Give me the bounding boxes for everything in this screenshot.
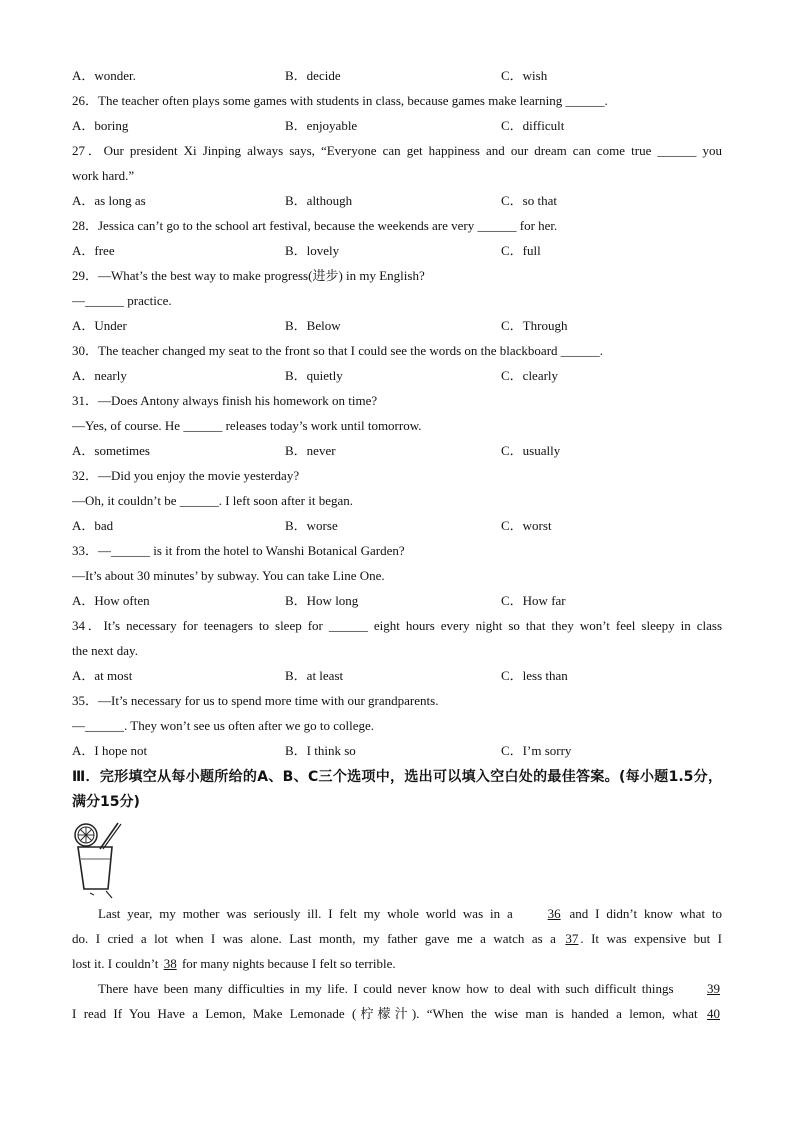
passage-line-2: do. I cried a lot when I was alone. Last month, my father gave me a watch as a 37. It was expensive but I [72,926,722,951]
question-29-answer: —______ practice. [72,293,172,308]
options-row-28 [72,238,722,263]
blank-37: 37 [565,931,579,946]
option-c: C．Through [501,318,568,333]
question-35: 35．—It’s necessary for us to spend more time with our grandparents. [72,693,439,708]
blank-40: 40 [707,1006,720,1021]
option-a: A．I hope not [72,743,148,758]
option-b: B．worse [285,518,338,533]
option-c: C．usually [501,443,561,458]
option-a: A．nearly [72,368,127,383]
option-b: B．I think so [285,743,356,758]
options-row-35 [72,738,722,763]
section-3-title: Ⅲ．完形填空从每小题所给的A、B、C三个选项中，选出可以填入空白处的最佳答案。(每小题1.5分，满分15分) [72,769,722,810]
option-a: A．How often [72,593,150,608]
options-row-30 [72,363,722,388]
option-a: A．bad [72,518,114,533]
option-c: C．so that [501,193,557,208]
question-34: 34．It’s necessary for teenagers to sleep for ______ eight hours every night so that they won’t feel sleepy in class [72,618,722,633]
option-c: C．I’m sorry [501,743,572,758]
option-c: C．less than [501,668,568,683]
question-34-cont: the next day. [72,643,138,658]
options-row-33 [72,588,722,613]
passage-line-4: There have been many difficulties in my life. I could never know how to deal with such difficult things 39 [72,976,722,1001]
option-c: C．wish [501,68,548,83]
blank-36: 36 [547,906,561,921]
question-29: 29．—What’s the best way to make progress(进步) in my English? [72,268,425,283]
blank-38: 38 [163,956,177,971]
option-a: A．sometimes [72,443,150,458]
option-b: B．Below [285,318,341,333]
question-35-answer: —______. They won’t see us often after we go to college. [72,718,375,733]
question-28: 28．Jessica can’t go to the school art festival, because the weekends are very ______ for her. [72,218,558,233]
question-27: 27．Our president Xi Jinping always says, “Everyone can get happiness and our dream can come true ______ you [72,143,722,158]
options-row-26 [72,113,722,138]
question-33-answer: —It’s about 30 minutes’ by subway. You can take Line One. [72,568,385,583]
blank-39: 39 [707,981,720,996]
lemonade-illustration [72,819,722,901]
lemonade-glass-icon [72,819,132,899]
option-a: A．wonder. [72,68,136,83]
options-row-25 [72,63,722,88]
option-a: A．free [72,243,115,258]
option-c: C．How far [501,593,566,608]
question-31: 31．—Does Antony always finish his homework on time? [72,393,378,408]
question-32-answer: —Oh, it couldn’t be ______. I left soon after it began. [72,493,354,508]
option-c: C．full [501,243,541,258]
page-content [72,63,722,1026]
option-a: A．Under [72,318,127,333]
question-33: 33．—______ is it from the hotel to Wanshi Botanical Garden? [72,543,405,558]
option-b: B．enjoyable [285,118,358,133]
option-b: B．decide [285,68,341,83]
passage-line-1: Last year, my mother was seriously ill. I felt my whole world was in a 36 and I didn’t know what to [72,901,722,926]
question-26: 26．The teacher often plays some games with students in class, because games make learning ______. [72,93,608,108]
question-27-cont: work hard.” [72,168,135,183]
passage-line-5: I read If You Have a Lemon, Make Lemonade (柠檬汁). “When the wise man is handed a lemon, what 40 [72,1001,722,1026]
passage-line-3: lost it. I couldn’t 38 for many nights because I felt so terrible. [72,951,722,976]
option-b: B．lovely [285,243,340,258]
options-row-31 [72,438,722,463]
option-c: C．worst [501,518,552,533]
option-c: C．clearly [501,368,559,383]
options-row-32 [72,513,722,538]
options-row-27 [72,188,722,213]
option-c: C．difficult [501,118,565,133]
question-31-answer: —Yes, of course. He ______ releases today’s work until tomorrow. [72,418,422,433]
option-a: A．boring [72,118,129,133]
option-a: A．as long as [72,193,146,208]
option-b: B．although [285,193,353,208]
question-32: 32．—Did you enjoy the movie yesterday? [72,468,300,483]
question-30: 30．The teacher changed my seat to the front so that I could see the words on the blackboard ______. [72,343,604,358]
option-b: B．How long [285,593,359,608]
option-b: B．quietly [285,368,343,383]
options-row-29 [72,313,722,338]
option-a: A．at most [72,668,133,683]
option-b: B．never [285,443,336,458]
option-b: B．at least [285,668,344,683]
options-row-34 [72,663,722,688]
